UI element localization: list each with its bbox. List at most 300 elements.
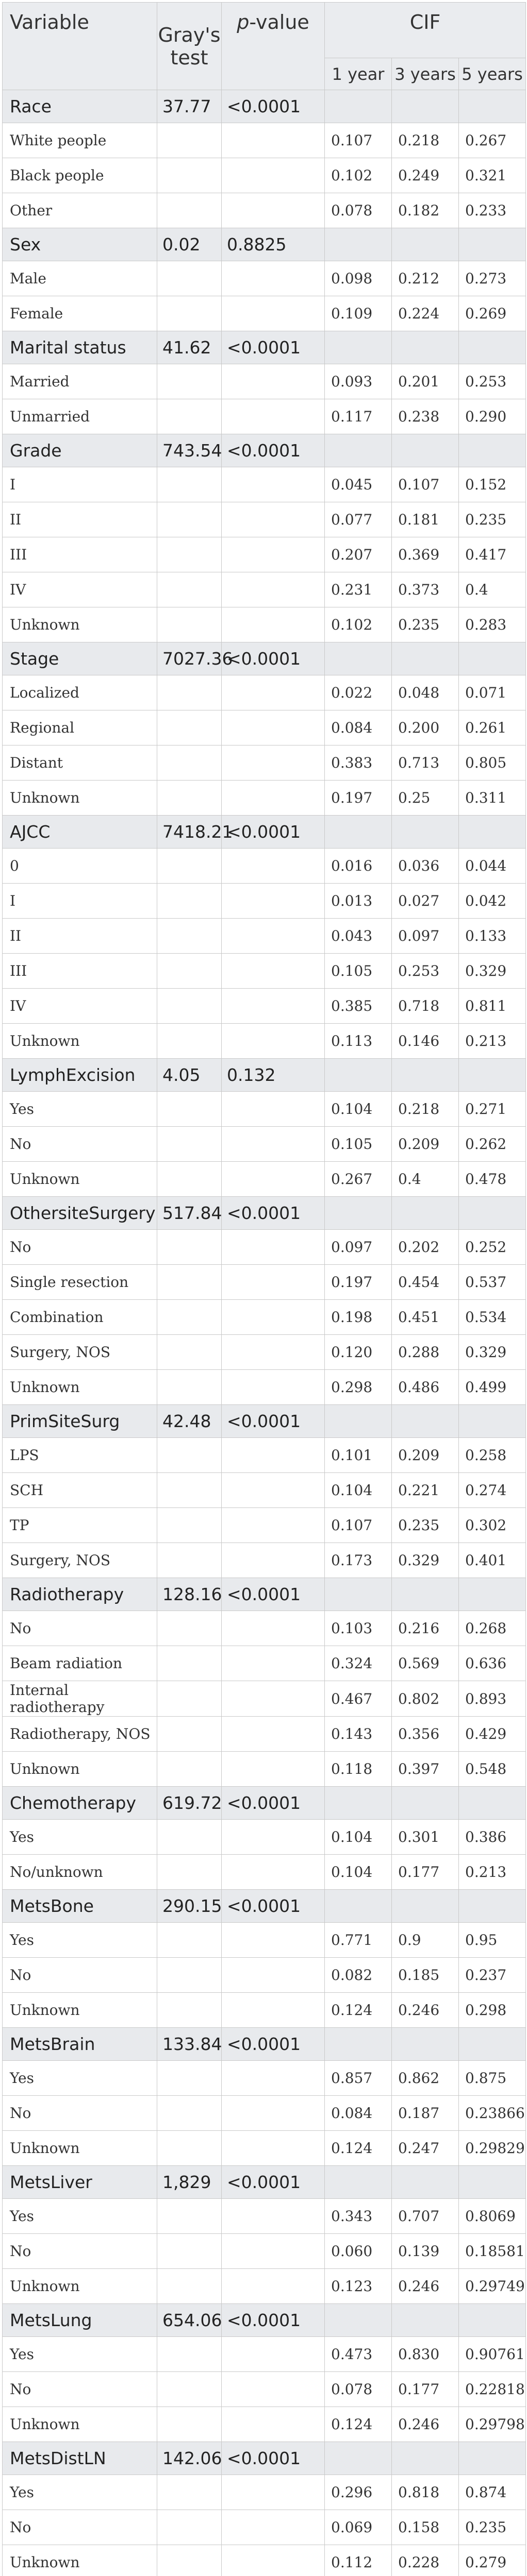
cif-3-years: 0.4 [392,1162,459,1197]
cif-5-years: 0.237 [459,1958,526,1993]
variable-row [3,2304,526,2337]
level-grays-empty [157,1958,222,1993]
level-row [3,537,526,572]
level-row [3,1370,526,1405]
cif-empty-1 [325,228,392,261]
cif-empty-5 [459,1578,526,1611]
cif-empty-3 [392,1578,459,1611]
level-label: III [3,954,157,989]
level-label: Unknown [3,1993,157,2028]
cif-empty-1 [325,1578,392,1611]
level-row [3,954,526,989]
cif-empty-5 [459,1890,526,1923]
level-row [3,2061,526,2096]
cif-1-year: 0.060 [325,2234,392,2269]
level-p-empty [222,364,325,399]
cif-3-years: 0.373 [392,572,459,607]
level-grays-empty [157,1752,222,1787]
cif-1-year: 0.473 [325,2337,392,2372]
cif-3-years: 0.181 [392,502,459,537]
cif-5-years: 0.311 [459,781,526,816]
level-p-empty [222,1473,325,1508]
level-grays-empty [157,607,222,642]
level-grays-empty [157,1024,222,1059]
cif-empty-1 [325,1787,392,1820]
level-grays-empty [157,1717,222,1752]
cif-3-years: 0.247 [392,2131,459,2166]
level-label: Yes [3,2475,157,2510]
level-grays-empty [157,193,222,228]
cif-3-years: 0.862 [392,2061,459,2096]
level-p-empty [222,954,325,989]
cif-5-years: 0.893 [459,1681,526,1717]
level-grays-empty [157,1300,222,1335]
cif-empty-1 [325,642,392,675]
level-p-empty [222,2269,325,2304]
level-p-empty [222,1162,325,1197]
level-row [3,1646,526,1681]
cif-5-years: 0.252 [459,1230,526,1265]
level-row [3,2545,526,2576]
level-grays-empty [157,1473,222,1508]
level-label: Distant [3,745,157,781]
level-p-empty [222,1958,325,1993]
level-row [3,2372,526,2407]
level-label: Yes [3,2061,157,2096]
cif-1-year: 0.097 [325,1230,392,1265]
level-label: Unmarried [3,399,157,434]
variable-name: MetsBrain [3,2028,157,2061]
level-label: Unknown [3,2407,157,2442]
cif-5-years: 0.29798 [459,2407,526,2442]
level-p-empty [222,1092,325,1127]
cif-5-years: 0.267 [459,123,526,158]
level-grays-empty [157,1335,222,1370]
cif-3-years: 0.718 [392,989,459,1024]
cif-table [2,2,526,2576]
level-label: I [3,467,157,502]
level-label: White people [3,123,157,158]
level-p-empty [222,502,325,537]
cif-1-year: 0.104 [325,1855,392,1890]
cif-1-year: 0.120 [325,1335,392,1370]
cif-1-year: 0.267 [325,1162,392,1197]
cif-1-year: 0.107 [325,123,392,158]
level-row [3,1923,526,1958]
level-row [3,2407,526,2442]
cif-1-year: 0.113 [325,1024,392,1059]
level-row [3,710,526,745]
cif-empty-3 [392,434,459,467]
cif-1-year: 0.857 [325,2061,392,2096]
cif-3-years: 0.246 [392,1993,459,2028]
variable-row [3,228,526,261]
level-p-empty [222,1993,325,2028]
cif-3-years: 0.235 [392,1508,459,1543]
level-grays-empty [157,1681,222,1717]
level-p-empty [222,2061,325,2096]
cif-1-year: 0.069 [325,2510,392,2545]
cif-1-year: 0.231 [325,572,392,607]
cif-3-years: 0.200 [392,710,459,745]
variable-name: Sex [3,228,157,261]
level-grays-empty [157,849,222,884]
variable-row [3,2028,526,2061]
level-grays-empty [157,2407,222,2442]
cif-1-year: 0.118 [325,1752,392,1787]
variable-row [3,331,526,364]
cif-3-years: 0.216 [392,1611,459,1646]
level-label: No [3,2096,157,2131]
level-label: Surgery, NOS [3,1335,157,1370]
cif-empty-3 [392,2166,459,2199]
cif-empty-5 [459,228,526,261]
level-label: No/unknown [3,1855,157,1890]
level-row [3,2096,526,2131]
level-grays-empty [157,2545,222,2576]
grays-test-value: 128.16 [157,1578,222,1611]
level-p-empty [222,2372,325,2407]
cif-3-years: 0.301 [392,1820,459,1855]
level-p-empty [222,1024,325,1059]
level-row [3,1543,526,1578]
cif-empty-3 [392,2304,459,2337]
header-p-suffix: -value [249,11,309,33]
cif-empty-3 [392,2442,459,2475]
variable-row [3,1405,526,1438]
level-row [3,364,526,399]
level-grays-empty [157,1646,222,1681]
cif-1-year: 0.343 [325,2199,392,2234]
level-p-empty [222,989,325,1024]
level-p-empty [222,2510,325,2545]
header-cif: CIF [325,3,526,58]
cif-3-years: 0.246 [392,2407,459,2442]
level-label: No [3,1611,157,1646]
level-label: Radiotherapy, NOS [3,1717,157,1752]
level-row [3,884,526,919]
cif-3-years: 0.212 [392,261,459,296]
level-row [3,1230,526,1265]
cif-1-year: 0.078 [325,193,392,228]
cif-5-years: 0.329 [459,954,526,989]
level-p-empty [222,1752,325,1787]
level-grays-empty [157,1092,222,1127]
level-grays-empty [157,1820,222,1855]
variable-row [3,2442,526,2475]
grays-test-value: 619.72 [157,1787,222,1820]
level-row [3,1024,526,1059]
cif-1-year: 0.385 [325,989,392,1024]
level-grays-empty [157,884,222,919]
cif-3-years: 0.569 [392,1646,459,1681]
level-label: II [3,919,157,954]
header-grays-test-line1: Gray's [158,23,221,46]
cif-5-years: 0.258 [459,1438,526,1473]
level-row [3,502,526,537]
cif-5-years: 0.298 [459,1993,526,2028]
cif-5-years: 0.253 [459,364,526,399]
level-label: Yes [3,1092,157,1127]
cif-3-years: 0.187 [392,2096,459,2131]
cif-5-years: 0.4 [459,572,526,607]
level-row [3,745,526,781]
cif-3-years: 0.329 [392,1543,459,1578]
variable-name: OthersiteSurgery [3,1197,157,1230]
cif-1-year: 0.016 [325,849,392,884]
cif-5-years: 0.29749 [459,2269,526,2304]
level-grays-empty [157,399,222,434]
cif-empty-1 [325,1059,392,1092]
level-row [3,1681,526,1717]
level-label: Married [3,364,157,399]
level-p-empty [222,2475,325,2510]
grays-test-value: 290.15 [157,1890,222,1923]
level-label: Yes [3,1820,157,1855]
level-label: LPS [3,1438,157,1473]
level-row [3,1335,526,1370]
level-row [3,849,526,884]
level-grays-empty [157,710,222,745]
level-label: IV [3,572,157,607]
cif-1-year: 0.383 [325,745,392,781]
level-grays-empty [157,296,222,331]
level-row [3,399,526,434]
level-row [3,1820,526,1855]
p-value: <0.0001 [222,1197,325,1230]
cif-3-years: 0.707 [392,2199,459,2234]
cif-3-years: 0.221 [392,1473,459,1508]
cif-1-year: 0.112 [325,2545,392,2576]
level-p-empty [222,1611,325,1646]
cif-1-year: 0.084 [325,710,392,745]
variable-name: Stage [3,642,157,675]
table-body [3,90,526,2576]
level-label: No [3,1958,157,1993]
cif-5-years: 0.290 [459,399,526,434]
level-label: Unknown [3,781,157,816]
level-grays-empty [157,1611,222,1646]
table-header [3,3,526,90]
level-p-empty [222,1127,325,1162]
level-p-empty [222,2545,325,2576]
level-p-empty [222,607,325,642]
variable-name: Race [3,90,157,123]
level-label: II [3,502,157,537]
level-row [3,1958,526,1993]
p-value: <0.0001 [222,1890,325,1923]
cif-empty-1 [325,434,392,467]
cif-3-years: 0.146 [392,1024,459,1059]
variable-name: MetsLung [3,2304,157,2337]
level-label: III [3,537,157,572]
p-value: <0.0001 [222,2442,325,2475]
cif-1-year: 0.143 [325,1717,392,1752]
cif-5-years: 0.271 [459,1092,526,1127]
level-p-empty [222,2096,325,2131]
cif-empty-5 [459,90,526,123]
cif-3-years: 0.218 [392,1092,459,1127]
variable-name: Radiotherapy [3,1578,157,1611]
level-grays-empty [157,2199,222,2234]
level-row [3,158,526,193]
level-grays-empty [157,572,222,607]
level-label: Unknown [3,1752,157,1787]
cif-5-years: 0.268 [459,1611,526,1646]
cif-1-year: 0.102 [325,158,392,193]
level-p-empty [222,399,325,434]
level-row [3,572,526,607]
cif-3-years: 0.228 [392,2545,459,2576]
level-p-empty [222,1438,325,1473]
cif-1-year: 0.207 [325,537,392,572]
cif-1-year: 0.197 [325,1265,392,1300]
cif-3-years: 0.107 [392,467,459,502]
cif-empty-1 [325,2442,392,2475]
level-label: Yes [3,1923,157,1958]
level-label: Single resection [3,1265,157,1300]
level-label: Unknown [3,1162,157,1197]
level-p-empty [222,745,325,781]
cif-5-years: 0.321 [459,158,526,193]
cif-3-years: 0.288 [392,1335,459,1370]
level-row [3,296,526,331]
level-grays-empty [157,1230,222,1265]
cif-1-year: 0.102 [325,607,392,642]
grays-test-value: 133.84 [157,2028,222,2061]
cif-empty-5 [459,1197,526,1230]
cif-5-years: 0.042 [459,884,526,919]
level-p-empty [222,572,325,607]
level-label: Other [3,193,157,228]
cif-1-year: 0.124 [325,2131,392,2166]
cif-5-years: 0.273 [459,261,526,296]
level-row [3,607,526,642]
level-row [3,1855,526,1890]
cif-5-years: 0.213 [459,1855,526,1890]
cif-5-years: 0.417 [459,537,526,572]
variable-row [3,1059,526,1092]
level-p-empty [222,1855,325,1890]
level-label: Unknown [3,2545,157,2576]
level-grays-empty [157,2061,222,2096]
level-label: Unknown [3,1370,157,1405]
level-row [3,1473,526,1508]
level-label: TP [3,1508,157,1543]
header-5-years: 5 years [459,58,526,90]
cif-3-years: 0.253 [392,954,459,989]
level-label: I [3,884,157,919]
level-p-empty [222,884,325,919]
variable-name: MetsBone [3,1890,157,1923]
cif-empty-3 [392,1787,459,1820]
level-label: Unknown [3,1024,157,1059]
variable-name: Chemotherapy [3,1787,157,1820]
level-label: No [3,1127,157,1162]
level-grays-empty [157,261,222,296]
p-value: <0.0001 [222,1787,325,1820]
cif-5-years: 0.269 [459,296,526,331]
level-p-empty [222,158,325,193]
level-grays-empty [157,954,222,989]
grays-test-value: 743.54 [157,434,222,467]
p-value: <0.0001 [222,2028,325,2061]
cif-3-years: 0.9 [392,1923,459,1958]
cif-empty-5 [459,434,526,467]
cif-1-year: 0.173 [325,1543,392,1578]
variable-row [3,2166,526,2199]
level-grays-empty [157,989,222,1024]
level-p-empty [222,1646,325,1681]
level-row [3,1611,526,1646]
cif-3-years: 0.454 [392,1265,459,1300]
level-grays-empty [157,364,222,399]
header-grays-test-line2: test [170,46,208,69]
level-grays-empty [157,2510,222,2545]
level-p-empty [222,849,325,884]
cif-3-years: 0.249 [392,158,459,193]
level-label: Black people [3,158,157,193]
level-grays-empty [157,919,222,954]
cif-empty-1 [325,2028,392,2061]
p-value: <0.0001 [222,816,325,849]
level-label: Yes [3,2199,157,2234]
cif-empty-3 [392,1197,459,1230]
cif-5-years: 0.534 [459,1300,526,1335]
level-row [3,2475,526,2510]
level-p-empty [222,193,325,228]
header-variable: Variable [3,3,157,90]
p-value: <0.0001 [222,1405,325,1438]
level-p-empty [222,1370,325,1405]
level-grays-empty [157,2269,222,2304]
cif-1-year: 0.045 [325,467,392,502]
cif-5-years: 0.044 [459,849,526,884]
level-row [3,781,526,816]
cif-5-years: 0.329 [459,1335,526,1370]
variable-name: AJCC [3,816,157,849]
level-p-empty [222,1265,325,1300]
cif-3-years: 0.185 [392,1958,459,1993]
cif-1-year: 0.105 [325,1127,392,1162]
level-row [3,1162,526,1197]
variable-name: LymphExcision [3,1059,157,1092]
cif-1-year: 0.013 [325,884,392,919]
grays-test-value: 7027.36 [157,642,222,675]
cif-1-year: 0.022 [325,675,392,710]
cif-5-years: 0.274 [459,1473,526,1508]
level-p-empty [222,1300,325,1335]
level-row [3,2269,526,2304]
cif-empty-1 [325,2166,392,2199]
cif-1-year: 0.098 [325,261,392,296]
level-row [3,1993,526,2028]
level-p-empty [222,123,325,158]
level-label: Beam radiation [3,1646,157,1681]
level-label: 0 [3,849,157,884]
level-label: Localized [3,675,157,710]
level-p-empty [222,1717,325,1752]
cif-empty-5 [459,2028,526,2061]
cif-3-years: 0.369 [392,537,459,572]
cif-3-years: 0.802 [392,1681,459,1717]
level-row [3,1438,526,1473]
p-value: <0.0001 [222,2304,325,2337]
level-p-empty [222,2234,325,2269]
variable-row [3,1890,526,1923]
level-label: Surgery, NOS [3,1543,157,1578]
level-row [3,2131,526,2166]
